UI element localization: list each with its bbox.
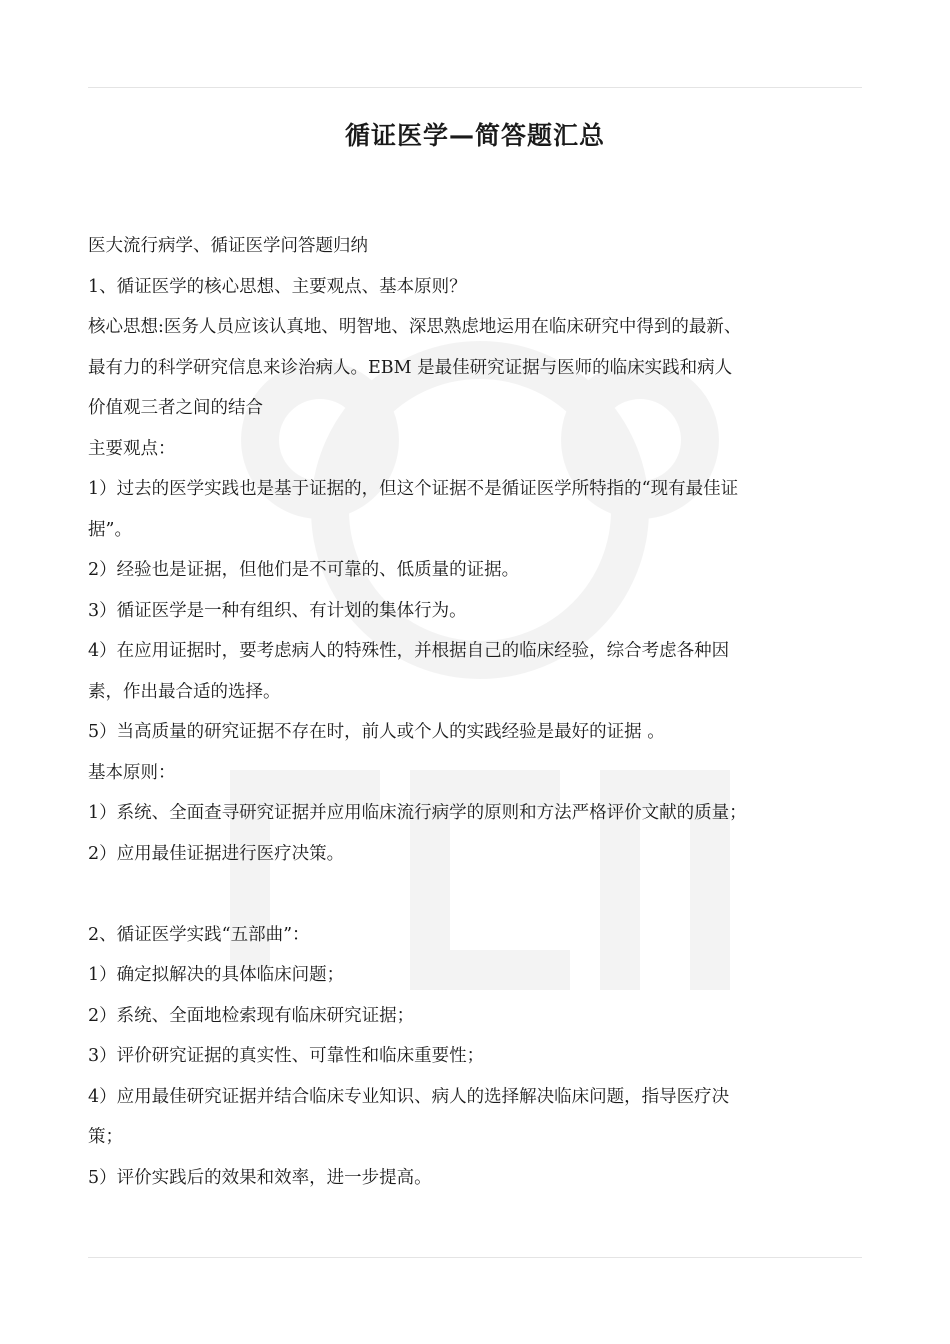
- question-heading: 1、循证医学的核心思想、主要观点、基本原则？: [88, 276, 467, 297]
- document-body: [88, 226, 878, 1198]
- page-title: 循证医学—简答题汇总: [344, 121, 605, 150]
- text-line: 2）系统、全面地检索现有临床研究证据；: [88, 1005, 415, 1026]
- text-line: 4）应用最佳研究证据并结合临床专业知识、病人的选择解决临床问题，指导医疗决: [88, 1086, 730, 1107]
- text-line: 5）评价实践后的效果和效率，进一步提高。: [88, 1167, 432, 1188]
- section-label: 主要观点：: [88, 438, 176, 459]
- text-line: 2）经验也是证据，但他们是不可靠的、低质量的证据。: [88, 560, 520, 580]
- text-line: 1）过去的医学实践也是基于证据的，但这个证据不是循证医学所特指的“现有最佳证: [88, 479, 739, 499]
- header-rule: [88, 87, 862, 88]
- text-line: 医大流行病学、循证医学问答题归纳: [88, 236, 368, 256]
- text-line: 3）循证医学是一种有组织、有计划的集体行为。: [88, 600, 467, 621]
- text-line: 策；: [88, 1127, 123, 1147]
- section-label: 基本原则：: [88, 762, 176, 783]
- footer-rule: [88, 1257, 862, 1258]
- text-line: 4）在应用证据时，要考虑病人的特殊性，并根据自己的临床经验，综合考虑各种因: [88, 641, 730, 661]
- text-line: 1）确定拟解决的具体临床问题；: [88, 965, 345, 985]
- text-line: 3）评价研究证据的真实性、可靠性和临床重要性；: [88, 1046, 485, 1066]
- question-heading: 2、循证医学实践“五部曲”：: [88, 924, 310, 945]
- text-line: 据”。: [88, 519, 132, 540]
- text-line: 2）应用最佳证据进行医疗决策。: [88, 843, 345, 864]
- text-line: 最有力的科学研究信息来诊治病人。EBM 是最佳研究证据与医师的临床实践和病人: [88, 357, 733, 378]
- blank-line: [88, 874, 878, 915]
- text-line: 核心思想:医务人员应该认真地、明智地、深思熟虑地运用在临床研究中得到的最新、: [88, 317, 742, 337]
- text-line: 1）系统、全面查寻研究证据并应用临床流行病学的原则和方法严格评价文献的质量；: [88, 803, 747, 823]
- text-line: 价值观三者之间的结合: [88, 398, 263, 418]
- text-line: 5）当高质量的研究证据不存在时，前人或个人的实践经验是最好的证据 。: [88, 722, 665, 742]
- text-line: 素，作出最合适的选择。: [88, 681, 281, 702]
